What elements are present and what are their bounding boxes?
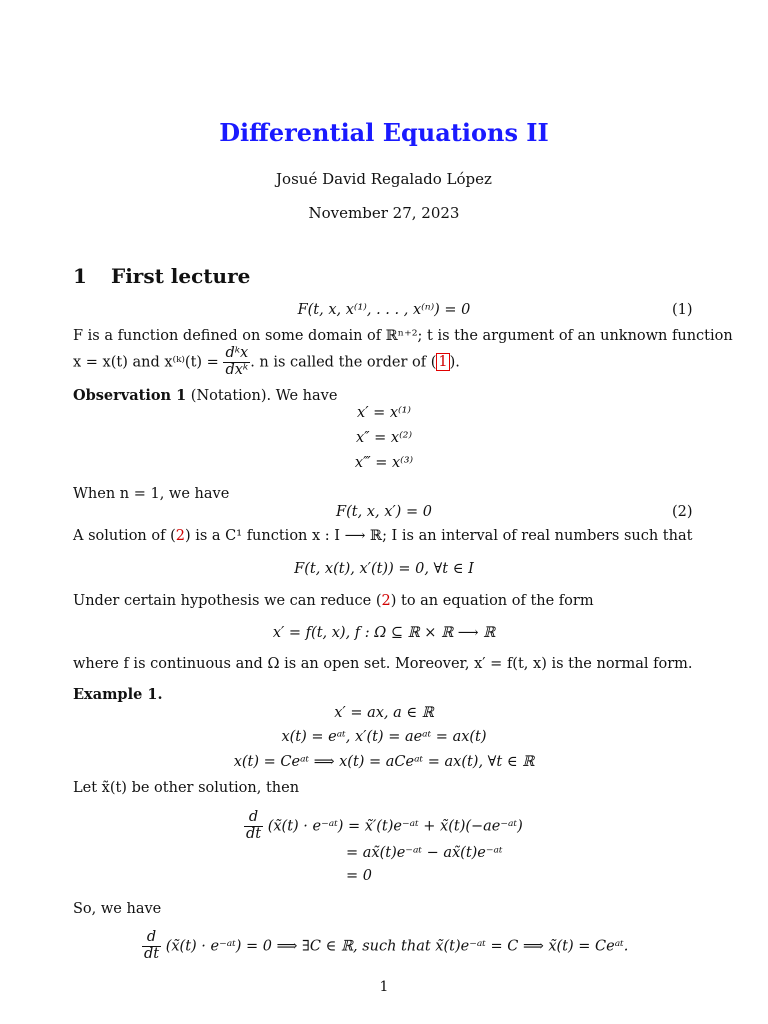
equation-1: F(t, x, x⁽¹⁾, . . . , x⁽ⁿ⁾) = 0 <box>297 302 471 318</box>
derivative-d: d <box>244 810 263 827</box>
equation-2-reference-link[interactable]: 2 <box>175 528 185 544</box>
equation-1-number: (1) <box>672 302 693 318</box>
example-line-1: x′ = ax, a ∈ ℝ <box>334 705 434 721</box>
equation-2: F(t, x, x′) = 0 <box>336 504 432 520</box>
solution-paragraph <box>73 528 692 544</box>
derivative-operator <box>244 810 263 843</box>
definition-text-c: ). <box>449 354 460 371</box>
equation-2-number: (2) <box>672 504 693 520</box>
paragraph-definition-line1: F is a function defined on some domain of ℝⁿ⁺²; t is the argument of an unknown function <box>73 328 733 344</box>
normal-form-equation: x′ = f(t, x), f : Ω ⊆ ℝ × ℝ ⟶ ℝ <box>272 625 496 641</box>
final-equation <box>142 930 628 963</box>
solution-text-a: A solution of ( <box>73 528 176 544</box>
fraction-denominator: dxᵏ <box>225 361 249 378</box>
final-derivative-d: d <box>142 930 161 947</box>
other-solution-text: Let x̃(t) be other solution, then <box>73 780 300 796</box>
fraction-numerator: dᵏx <box>225 345 249 361</box>
final-derivative-dt: dt <box>144 945 160 962</box>
author-name: Josué David Regalado López <box>276 170 492 188</box>
derivation-lhs: (x̃(t) · e⁻ᵃᵗ) <box>267 818 344 835</box>
notation-line-2: x″ = x⁽²⁾ <box>355 430 413 446</box>
derivation-line-3: = 0 <box>346 868 372 884</box>
hypothesis-paragraph <box>73 593 594 609</box>
so-we-have-text: So, we have <box>73 901 162 917</box>
notation-line-1: x′ = x⁽¹⁾ <box>357 405 411 421</box>
derivation-line-2: = ax̃(t)e⁻ᵃᵗ − ax̃(t)e⁻ᵃᵗ <box>346 845 503 861</box>
section-title: First lecture <box>111 264 251 288</box>
observation-text: We have <box>275 388 338 404</box>
derivative-dt: dt <box>246 825 262 842</box>
equation-1-reference-link[interactable]: 1 <box>438 354 448 371</box>
observation-paren: (Notation). <box>190 388 272 404</box>
definition-text-a: x = x(t) and x⁽ᵏ⁾(t) = <box>73 354 219 371</box>
section-number: 1 <box>73 264 87 288</box>
example-line-3: x(t) = Ceᵃᵗ ⟹ x(t) = aCeᵃᵗ = ax(t), ∀t ∈ ℝ <box>233 754 535 770</box>
when-n-1-text: When n = 1, we have <box>73 486 230 502</box>
page-number: 1 <box>379 979 389 995</box>
derivative-fraction <box>223 346 250 379</box>
hypothesis-text-a: Under certain hypothesis we can reduce ( <box>73 593 382 609</box>
example-line-2: x(t) = eᵃᵗ, x′(t) = aeᵃᵗ = ax(t) <box>281 729 487 745</box>
definition-text-b: . n is called the order of ( <box>250 354 437 371</box>
document-date: November 27, 2023 <box>308 204 460 222</box>
observation-label: Observation 1 <box>73 387 187 404</box>
final-equation-text: (x̃(t) · e⁻ᵃᵗ) = 0 ⟹ ∃C ∈ ℝ, such that x̃(t)e⁻ᵃᵗ = C ⟹ x̃(t) = Ceᵃᵗ. <box>165 938 629 955</box>
derivation-rhs-1: = x̃′(t)e⁻ᵃᵗ + x̃(t)(−ae⁻ᵃᵗ) <box>348 818 523 835</box>
hypothesis-text-b: ) to an equation of the form <box>390 593 594 609</box>
derivation-line-1 <box>244 810 523 843</box>
document-title: Differential Equations II <box>219 118 549 147</box>
solution-equation: F(t, x(t), x′(t)) = 0, ∀t ∈ I <box>294 561 474 577</box>
final-derivative-operator <box>142 930 161 963</box>
paragraph-definition-line2 <box>73 346 460 379</box>
normal-form-paragraph: where f is continuous and Ω is an open set. Moreover, x′ = f(t, x) is the normal form. <box>73 656 693 672</box>
notation-line-3: x‴ = x⁽³⁾ <box>354 455 414 471</box>
equation-2-reference-link-2[interactable]: 2 <box>381 593 391 609</box>
observation-heading <box>73 387 337 404</box>
solution-text-b: ) is a C¹ function x : I ⟶ ℝ; I is an interval of real numbers such that <box>184 528 693 544</box>
example-label: Example 1. <box>73 686 163 703</box>
